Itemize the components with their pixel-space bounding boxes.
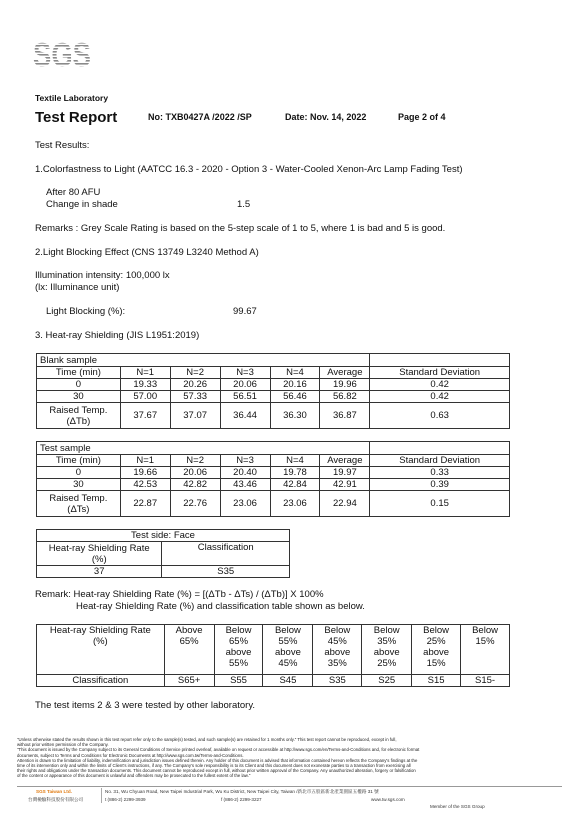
header-cell: N=2 bbox=[170, 455, 220, 467]
table-row bbox=[37, 403, 510, 429]
report-number: No: TXB0427A /2022 /SP bbox=[148, 112, 252, 122]
range-cell: Below 55% above 45% bbox=[263, 625, 313, 675]
header-cell: Standard Deviation bbox=[370, 367, 510, 379]
cell: S35 bbox=[313, 675, 362, 687]
cell: 37.67 bbox=[120, 403, 170, 429]
company-phone: t (886-2) 2299-3939 bbox=[105, 797, 146, 802]
cell: 0.15 bbox=[370, 491, 510, 517]
cell: 37 bbox=[37, 566, 162, 578]
header-cell: Average bbox=[320, 367, 370, 379]
cell: 22.87 bbox=[120, 491, 170, 517]
header-cell: Time (min) bbox=[37, 455, 121, 467]
report-title: Test Report bbox=[35, 109, 118, 126]
test-sample-table bbox=[36, 441, 510, 517]
cell: 20.26 bbox=[170, 379, 220, 391]
table-row bbox=[37, 491, 510, 517]
cell: S25 bbox=[362, 675, 412, 687]
cell: 19.33 bbox=[120, 379, 170, 391]
range-cell: Below 45% above 35% bbox=[313, 625, 362, 675]
range-cell: Below 15% bbox=[461, 625, 510, 675]
cell: S65+ bbox=[164, 675, 214, 687]
cell: 20.16 bbox=[270, 379, 320, 391]
raised-temp-label: Raised Temp. (ΔTb) bbox=[37, 403, 121, 429]
cell: 19.96 bbox=[320, 379, 370, 391]
header-cell: N=1 bbox=[120, 455, 170, 467]
header-cell: N=3 bbox=[220, 455, 270, 467]
cell: 19.66 bbox=[120, 467, 170, 479]
table-row bbox=[37, 391, 510, 403]
legal-disclaimer: "Unless otherwise stated the results shown in this test report refer only to the sample(s) tested, and such sample(s) are retained for 1 months only." This test report cannot be reproduced, except in full, without prior written permission of the Company. "This document is issued by the Company subject to its General Conditions of Service printed overleaf, available on request or accessible at http://www.sgs.com/en/Terms-and-Conditions and, for electronic format documents, subject to Terms and Conditions for Electronic Documents at http://www.sgs.com.tw/Terms-and-Conditions. Attention is drawn to the limitation of liability, indemnification and jurisdiction issues defined therein. Any holder of this document is advised that information contained hereon reflects the Company's findings at the time of its intervention only and within the limits of Client's instructions, if any. The Company's sole responsibility is to its Client and this document does not exonerate parties to a transaction from exercising all their rights and obligations under the transaction documents. This document cannot be reproduced except in full, without prior written approval of the Company. Any unauthorized alteration, forgery or falsification of the content or appearance of this document is unlawful and offenders may be prosecuted to the fullest extent of the law." bbox=[17, 737, 420, 779]
cell: 36.44 bbox=[220, 403, 270, 429]
raised-temp-label: Raised Temp. (ΔTs) bbox=[37, 491, 121, 517]
header-cell: Heat-ray Shielding Rate (%) bbox=[37, 625, 165, 675]
cell: 56.51 bbox=[220, 391, 270, 403]
company-address: No. 31, Wu Chyuan Road, New Taipei Industrial Park, Wu Ku District, New Taipei City, Taiwan /新北市五股區新北產業園區五權路 31 號 bbox=[105, 789, 379, 794]
cell: 42.84 bbox=[270, 479, 320, 491]
header-cell: N=4 bbox=[270, 367, 320, 379]
member-note: Member of the SGS Group bbox=[430, 804, 485, 809]
cell: 23.06 bbox=[270, 491, 320, 517]
table-row bbox=[37, 467, 510, 479]
light-blocking-value: 99.67 bbox=[233, 306, 257, 317]
cell: 20.40 bbox=[220, 467, 270, 479]
cell: 0.42 bbox=[370, 379, 510, 391]
header-cell: Standard Deviation bbox=[370, 455, 510, 467]
classification-table bbox=[36, 624, 510, 687]
cell: S15- bbox=[461, 675, 510, 687]
cell: 0.33 bbox=[370, 467, 510, 479]
cell: 22.76 bbox=[170, 491, 220, 517]
cell: 56.46 bbox=[270, 391, 320, 403]
footer-divider bbox=[17, 786, 562, 787]
cell: 37.07 bbox=[170, 403, 220, 429]
classification-remark: Heat-ray Shielding Rate (%) and classification table shown as below. bbox=[76, 601, 365, 612]
range-cell: Below 65% above 55% bbox=[214, 625, 263, 675]
change-in-shade-label: Change in shade bbox=[46, 199, 118, 210]
formula-remark: Remark: Heat-ray Shielding Rate (%) = [(ΔTb - ΔTs) / (ΔTb)] X 100% bbox=[35, 589, 324, 600]
company-fax: f (886-2) 2299-3227 bbox=[221, 797, 262, 802]
cell: 30 bbox=[37, 479, 121, 491]
cell: 42.53 bbox=[120, 479, 170, 491]
table-row bbox=[37, 566, 290, 578]
cell: S45 bbox=[263, 675, 313, 687]
cell: 19.78 bbox=[270, 467, 320, 479]
section2-title: 2.Light Blocking Effect (CNS 13749 L3240 Method A) bbox=[35, 247, 259, 258]
cell: S55 bbox=[214, 675, 263, 687]
cell: 0.42 bbox=[370, 391, 510, 403]
cell: 30 bbox=[37, 391, 121, 403]
range-cell: Below 25% above 15% bbox=[412, 625, 461, 675]
company-website[interactable]: www.tw.sgs.com bbox=[371, 797, 405, 802]
header-cell: Classification bbox=[162, 542, 290, 566]
header-cell: N=1 bbox=[120, 367, 170, 379]
light-blocking-label: Light Blocking (%): bbox=[46, 306, 126, 317]
cell: 42.82 bbox=[170, 479, 220, 491]
blank-sample-table bbox=[36, 353, 510, 429]
header-cell: Average bbox=[320, 455, 370, 467]
grey-scale-remark: Remarks : Grey Scale Rating is based on the 5-step scale of 1 to 5, where 1 is bad and 5 is good. bbox=[35, 223, 446, 234]
cell: 43.46 bbox=[220, 479, 270, 491]
section3-title: 3. Heat-ray Shielding (JIS L1951:2019) bbox=[35, 330, 200, 341]
cell: 22.94 bbox=[320, 491, 370, 517]
company-name: SGS Taiwan Ltd. bbox=[36, 789, 72, 794]
header-cell: Heat-ray Shielding Rate (%) bbox=[37, 542, 162, 566]
header-cell: N=4 bbox=[270, 455, 320, 467]
cell: 57.00 bbox=[120, 391, 170, 403]
cell: 36.30 bbox=[270, 403, 320, 429]
cell: 0.63 bbox=[370, 403, 510, 429]
sgs-logo bbox=[33, 36, 91, 73]
cell: 23.06 bbox=[220, 491, 270, 517]
header-cell: N=2 bbox=[170, 367, 220, 379]
cell: 56.82 bbox=[320, 391, 370, 403]
table-caption: Test side: Face bbox=[37, 530, 290, 542]
table-row bbox=[37, 479, 510, 491]
cell: 57.33 bbox=[170, 391, 220, 403]
section1-title: 1.Colorfastness to Light (AATCC 16.3 - 2020 - Option 3 - Water-Cooled Xenon-Arc Lamp Fading Test) bbox=[35, 164, 463, 175]
cell: S35 bbox=[162, 566, 290, 578]
table-caption: Test sample bbox=[37, 442, 370, 455]
svg-text:SGS: SGS bbox=[33, 36, 91, 73]
range-cell: Below 35% above 25% bbox=[362, 625, 412, 675]
report-header bbox=[35, 109, 555, 127]
test-results-label: Test Results: bbox=[35, 140, 90, 151]
after-afu: After 80 AFU bbox=[46, 187, 101, 198]
company-name-zh: 台灣檢驗科技股份有限公司 bbox=[28, 797, 84, 802]
table-row bbox=[37, 675, 510, 687]
cell: Classification bbox=[37, 675, 165, 687]
page-number: Page 2 of 4 bbox=[398, 112, 446, 122]
illuminance-unit: (lx: Illuminance unit) bbox=[35, 282, 120, 293]
cell: 42.91 bbox=[320, 479, 370, 491]
lab-name: Textile Laboratory bbox=[35, 93, 109, 103]
table-row bbox=[37, 379, 510, 391]
cell: 20.06 bbox=[170, 467, 220, 479]
cell: 19.97 bbox=[320, 467, 370, 479]
range-cell: Above 65% bbox=[164, 625, 214, 675]
test-side-table bbox=[36, 529, 290, 578]
report-date: Date: Nov. 14, 2022 bbox=[285, 112, 367, 122]
header-cell: N=3 bbox=[220, 367, 270, 379]
other-lab-note: The test items 2 & 3 were tested by other laboratory. bbox=[35, 700, 256, 711]
illumination-intensity: Illumination intensity: 100,000 lx bbox=[35, 270, 170, 281]
change-in-shade-value: 1.5 bbox=[237, 199, 251, 210]
cell: S15 bbox=[412, 675, 461, 687]
cell: 36.87 bbox=[320, 403, 370, 429]
table-caption: Blank sample bbox=[37, 354, 370, 367]
cell: 20.06 bbox=[220, 379, 270, 391]
cell: 0.39 bbox=[370, 479, 510, 491]
cell: 0 bbox=[37, 379, 121, 391]
header-cell: Time (min) bbox=[37, 367, 121, 379]
cell: 0 bbox=[37, 467, 121, 479]
